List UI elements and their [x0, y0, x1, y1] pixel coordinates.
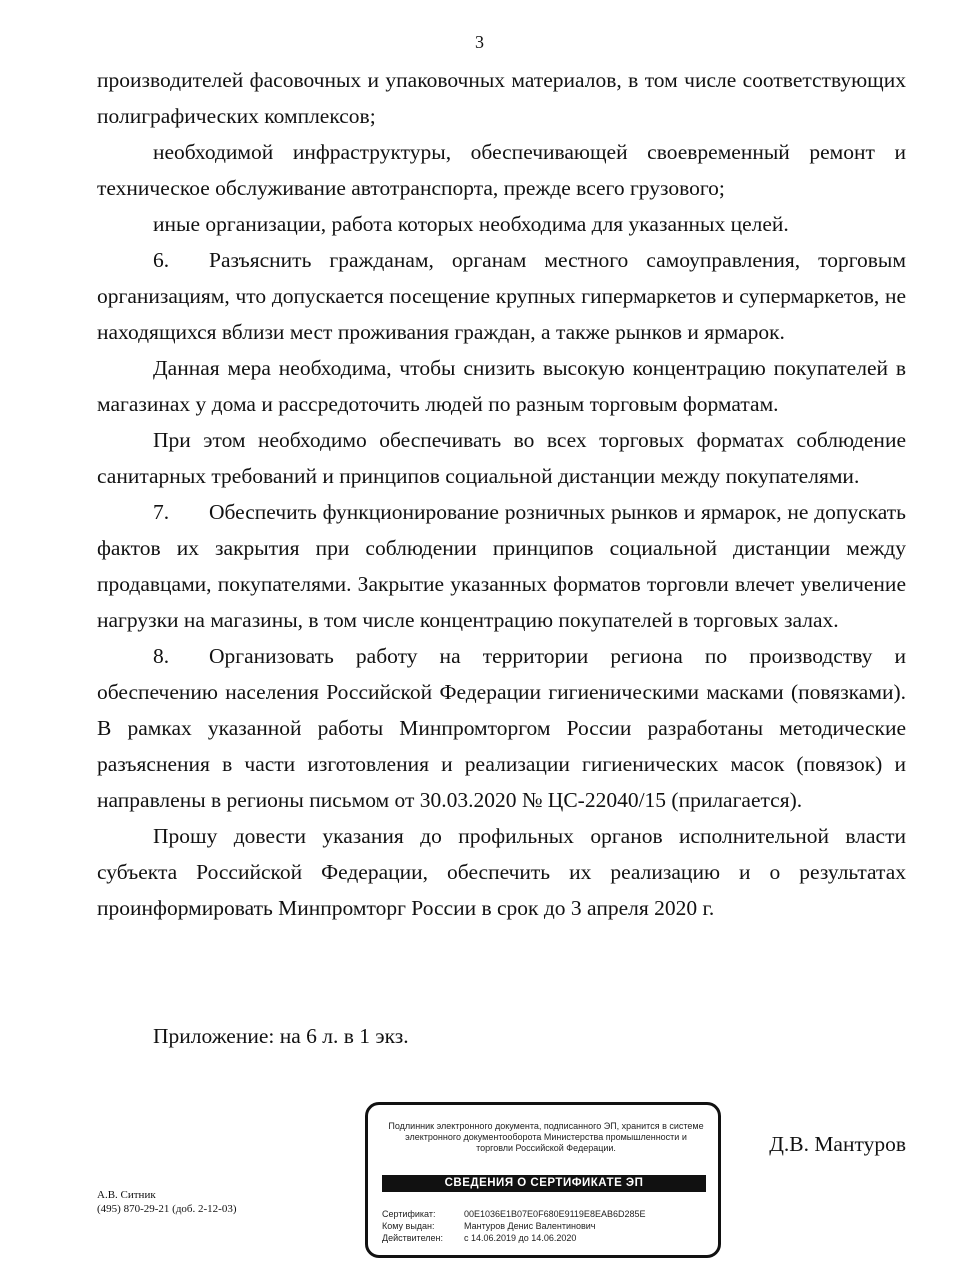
- issued-to-row: [382, 1220, 712, 1232]
- item-number: 8.: [153, 644, 170, 668]
- paragraph-1: производителей фасовочных и упаковочных материалов, в том числе соответствующих полиграфических комплексов;: [97, 68, 906, 128]
- item-8: [97, 638, 906, 818]
- valid-value: с 14.06.2019 до 14.06.2020: [464, 1233, 577, 1243]
- executor-info: [97, 1188, 237, 1216]
- valid-row: [382, 1232, 712, 1244]
- stamp-details: [382, 1208, 712, 1244]
- item-6: [97, 242, 906, 350]
- item-text: Разъяснить гражданам, органам местного самоуправления, торговым организациям, что допускается посещение крупных гипермаркетов и супермаркетов, не находящихся вблизи мест проживания граждан, а также рынков и ярмарок.: [97, 248, 906, 344]
- paragraph-6: При этом необходимо обеспечивать во всех торговых форматах соблюдение санитарных требований и принципов социальной дистанции между покупателями.: [97, 428, 906, 488]
- item-7: [97, 494, 906, 638]
- item-number: 6.: [153, 248, 170, 272]
- issued-to-label: Кому выдан:: [382, 1221, 435, 1231]
- stamp-title: СВЕДЕНИЯ О СЕРТИФИКАТЕ ЭП: [382, 1175, 706, 1192]
- executor-phone: (495) 870-29-21 (доб. 2-12-03): [97, 1203, 237, 1215]
- attachment-note: Приложение: на 6 л. в 1 экз.: [153, 1024, 409, 1048]
- paragraph-5: Данная мера необходима, чтобы снизить высокую концентрацию покупателей в магазинах у дома и рассредоточить людей по разным торговым форматам.: [97, 356, 906, 416]
- paragraph-2: необходимой инфраструктуры, обеспечивающей своевременный ремонт и техническое обслуживание автотранспорта, прежде всего грузового;: [97, 140, 906, 200]
- item-text: Организовать работу на территории региона по производству и обеспечению населения Российской Федерации гигиеническими масками (повязками). В рамках указанной работы Минпромторгом России разработаны методические разъяснения в части изготовления и реализации гигиенических масок (повязок) и направлены в регионы письмом от 30.03.2020 № ЦС-22040/15 (прилагается).: [97, 644, 906, 812]
- stamp-intro: Подлинник электронного документа, подписанного ЭП, хранится в системе электронного документооборота Министерства промышленности и торговли Российской Федерации.: [388, 1121, 704, 1153]
- closing-paragraph: Прошу довести указания до профильных органов исполнительной власти субъекта Российской Федерации, обеспечить их реализацию и о результатах проинформировать Минпромторг России в срок до 3 апреля 2020 г.: [97, 824, 906, 920]
- issued-to-value: Мантуров Денис Валентинович: [464, 1221, 596, 1231]
- document-body: [97, 62, 906, 926]
- item-number: 7.: [153, 500, 170, 524]
- page-number: 3: [475, 32, 484, 52]
- e-signature-stamp: [365, 1102, 721, 1258]
- certificate-row: [382, 1208, 712, 1220]
- executor-name: А.В. Ситник: [97, 1189, 156, 1201]
- signatory-name: Д.В. Мантуров: [769, 1132, 906, 1156]
- valid-label: Действителен:: [382, 1233, 444, 1243]
- item-text: Обеспечить функционирование розничных рынков и ярмарок, не допускать фактов их закрытия при соблюдении принципов социальной дистанции между продавцами, покупателями. Закрытие указанных форматов торговли влечет увеличение нагрузки на магазины, в том числе концентрацию покупателей в торговых залах.: [97, 500, 906, 632]
- paragraph-3: иные организации, работа которых необходима для указанных целей.: [153, 212, 789, 236]
- certificate-value: 00E1036E1B07E0F680E9119E8EAB6D285E: [464, 1209, 646, 1219]
- certificate-label: Сертификат:: [382, 1209, 436, 1219]
